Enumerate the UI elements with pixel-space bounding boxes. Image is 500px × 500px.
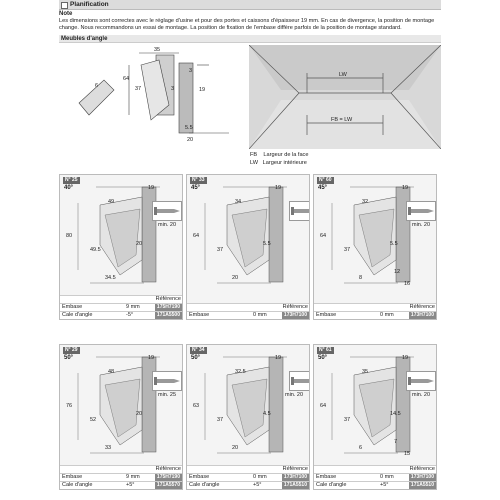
panel-angle: 50° (318, 355, 328, 361)
dim-label: 33 (105, 445, 112, 451)
hinge-panel (186, 174, 310, 320)
reference-table (60, 295, 183, 319)
dim-label: 35 (362, 369, 369, 375)
row-label: Embase (189, 474, 210, 480)
reference-header: Référence (314, 303, 437, 311)
panel-number: N° 60 (319, 177, 332, 183)
row-reference: 173H7100 (283, 312, 307, 318)
dim-label: 20 (232, 275, 239, 281)
row-value: 0 mm (253, 474, 267, 480)
dim-label: 52 (90, 417, 97, 423)
legend-text: Largeur intérieure (262, 160, 307, 166)
reference-table (314, 303, 437, 319)
hinge-drawing (314, 345, 437, 465)
hinge-panel (186, 344, 310, 490)
subsection-title: Meubles d'angle (59, 35, 441, 43)
dim-label: 19 (402, 185, 409, 191)
panel-angle: 50° (64, 355, 74, 361)
dim-label: 19 (402, 355, 409, 361)
table-row (187, 481, 310, 489)
panel-angle: 45° (191, 185, 201, 191)
min-depth-label: min. 20 (412, 222, 431, 228)
table-row (60, 473, 183, 481)
section-header (59, 0, 441, 10)
row-value: -5° (126, 312, 134, 318)
dim-label: 12 (394, 269, 401, 275)
dim-label: 19 (275, 355, 282, 361)
row-label: Cale d'angle (62, 482, 93, 488)
row-reference: 173H7100 (283, 474, 307, 480)
dim-label: 49 (108, 199, 115, 205)
row-label: Embase (316, 312, 337, 318)
row-reference: 171A5510 (410, 482, 434, 488)
screw-icon (152, 201, 182, 221)
dim-label: 5.5 (185, 125, 193, 131)
dim-label: 15 (404, 451, 411, 457)
screw-icon (152, 371, 182, 391)
table-row (60, 311, 183, 319)
row-reference: 171A5500 (156, 312, 180, 318)
header-square-icon (61, 2, 68, 9)
dim-label: 35 (154, 47, 161, 53)
dim-label: 3 (189, 68, 193, 74)
dim-label: 80 (66, 233, 73, 239)
table-row (187, 473, 310, 481)
dim-label: 34.5 (105, 275, 116, 281)
dim-label: 49.5 (90, 247, 101, 253)
table-row (314, 481, 437, 489)
header-title: Planification (70, 1, 109, 8)
dim-label: 20 (187, 137, 194, 143)
row-reference: 171A5510 (283, 482, 307, 488)
reference-header: Référence (60, 465, 183, 473)
panel-number: N° 34 (192, 347, 205, 353)
row-label: Cale d'angle (189, 482, 220, 488)
panel-number: N° 33 (192, 177, 205, 183)
panel-angle: 40° (64, 185, 74, 191)
dim-label: 6 (359, 445, 363, 451)
row-label: Embase (62, 474, 83, 480)
row-reference: 175H7190 (156, 304, 180, 310)
table-row (314, 473, 437, 481)
dim-label: 63 (193, 403, 200, 409)
dim-label: 8 (359, 275, 363, 281)
panel-angle: 50° (191, 355, 201, 361)
dim-label: 37 (344, 417, 351, 423)
dim-label: 6 (95, 83, 99, 89)
row-value: 0 mm (380, 312, 394, 318)
note-heading: Note (59, 11, 73, 17)
legend-code: LW (250, 160, 258, 166)
hinge-drawing (314, 175, 437, 295)
fb-lw-label: FB = LW (331, 117, 353, 123)
legend-fb (250, 152, 308, 158)
screw-icon (406, 371, 436, 391)
row-label: Embase (62, 304, 83, 310)
dim-label: 64 (320, 403, 327, 409)
hinge-drawing (187, 175, 310, 295)
legend-code: FB (250, 152, 258, 158)
screw-icon (406, 201, 436, 221)
dim-label: 5.5 (263, 241, 271, 247)
hinge-panel (59, 174, 183, 320)
row-value: 0 mm (380, 474, 394, 480)
min-depth-label: min. 25 (158, 392, 177, 398)
panel-angle: 45° (318, 185, 328, 191)
row-value: 9 mm (126, 474, 140, 480)
dim-label: 37 (135, 86, 142, 92)
legend-text: Largeur de la face (263, 152, 309, 158)
row-reference: 173H7100 (410, 312, 434, 318)
min-depth-label: min. 20 (285, 392, 304, 398)
panel-number: N° 25 (65, 177, 78, 183)
min-depth-label: min. 20 (158, 222, 177, 228)
dim-label: 4.5 (263, 411, 271, 417)
hinge-drawing (60, 345, 183, 465)
reference-header: Référence (187, 465, 310, 473)
dim-label: 37 (217, 247, 224, 253)
min-depth-label: min. 20 (412, 392, 431, 398)
dim-label: 64 (123, 76, 130, 82)
dim-label: 32.5 (235, 369, 246, 375)
dim-label: 37 (217, 417, 224, 423)
row-label: Embase (316, 474, 337, 480)
dim-label: 16 (404, 281, 411, 287)
dim-label: 3 (171, 86, 175, 92)
row-value: 0 mm (253, 312, 267, 318)
dim-label: 32 (362, 199, 369, 205)
hinge-panel (313, 344, 437, 490)
dim-label: 19 (148, 355, 155, 361)
legend-lw (250, 160, 307, 166)
row-label: Cale d'angle (62, 312, 93, 318)
note-text: Les dimensions sont correctes avec le réglage d'usine et pour des portes et caissons d'épaisseur 19 mm. En cas de divergence, la position de montage change. Nous recommandons un essai de montage. La position de fixation de l'embase diffère parfois de la position de montage standard. (59, 18, 435, 31)
row-value: +5° (380, 482, 389, 488)
dim-label: 20 (232, 445, 239, 451)
reference-header: Référence (187, 303, 310, 311)
dim-label: 5.5 (390, 241, 398, 247)
table-row (60, 481, 183, 489)
dim-label: 14.5 (390, 411, 401, 417)
dim-label: 20 (136, 411, 143, 417)
dim-label: 64 (320, 233, 327, 239)
reference-table (314, 465, 437, 489)
row-value: 9 mm (126, 304, 140, 310)
dim-label: 19 (199, 87, 206, 93)
row-reference: 173H7100 (410, 474, 434, 480)
table-row (60, 303, 183, 311)
row-reference: 175H7190 (156, 474, 180, 480)
lw-label: LW (339, 72, 347, 78)
reference-table (60, 465, 183, 489)
dim-label: 19 (275, 185, 282, 191)
table-row (187, 311, 310, 319)
reference-table (187, 303, 310, 319)
hinge-panel (59, 344, 183, 490)
row-label: Cale d'angle (316, 482, 347, 488)
room-perspective-drawing (249, 45, 441, 149)
hinge-panel (313, 174, 437, 320)
row-value: +5° (253, 482, 262, 488)
top-hinge-drawing (59, 45, 249, 145)
dim-label: 19 (148, 185, 155, 191)
row-value: +5° (126, 482, 135, 488)
dim-label: 7 (394, 439, 398, 445)
panel-number: N° 29 (65, 347, 78, 353)
reference-table (187, 465, 310, 489)
screw-icon (289, 371, 310, 391)
panel-number: N° 61 (319, 347, 332, 353)
reference-header: Référence (314, 465, 437, 473)
row-label: Embase (189, 312, 210, 318)
hinge-drawing (187, 345, 310, 465)
dim-label: 37 (344, 247, 351, 253)
row-reference: 171A5570 (156, 482, 180, 488)
hinge-drawing (60, 175, 183, 295)
dim-label: 20 (136, 241, 143, 247)
dim-label: 34 (235, 199, 242, 205)
dim-label: 48 (108, 369, 115, 375)
dim-label: 64 (193, 233, 200, 239)
reference-header: Référence (60, 295, 183, 303)
table-row (314, 311, 437, 319)
dim-label: 76 (66, 403, 73, 409)
screw-icon (289, 201, 310, 221)
